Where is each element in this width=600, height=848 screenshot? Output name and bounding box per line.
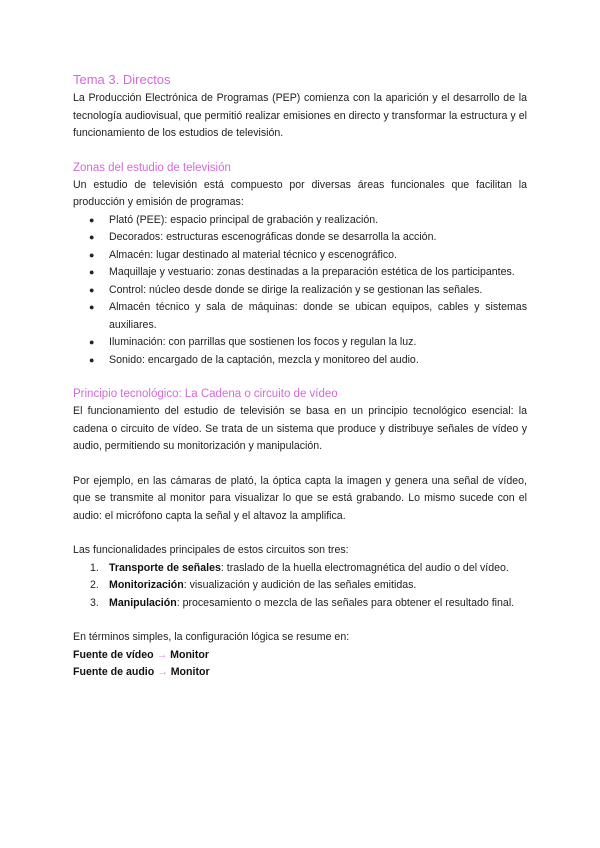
bullet-icon: ●: [89, 284, 95, 295]
list-item: ● Maquillaje y vestuario: zonas destinadas a la preparación estética de los participantes.: [73, 264, 527, 282]
bullet-icon: ●: [89, 232, 95, 242]
flow-audio: Fuente de audio → Monitor: [73, 666, 210, 678]
bullet-icon: ●: [89, 302, 95, 312]
list-item: ● Iluminación: con parrillas que sostienen los focos y regulan la luz.: [73, 334, 527, 352]
principio-paragraph-3: Las funcionalidades principales de estos circuitos son tres:: [73, 544, 349, 556]
zonas-list: [73, 212, 527, 370]
list-item: ● Decorados: estructuras escenográficas donde se desarrolla la acción.: [73, 229, 527, 247]
list-item: 1. Transporte de señales: traslado de la huella electromagnética del audio o del vídeo.: [90, 561, 509, 574]
intro-paragraph: La Producción Electrónica de Programas (PEP) comienza con la aparición y el desarrollo de la tecnología audiovisual, que permitió realizar emisiones en directo y transformar la estructura y el funcionamiento de los estudios de televisión.: [73, 92, 527, 139]
list-item: ● Control: núcleo desde donde se dirige la realización y se gestionan las señales.: [73, 282, 527, 300]
list-item: ● Plató (PEE): espacio principal de grabación y realización.: [73, 212, 527, 230]
list-item: ● Almacén técnico y sala de máquinas: donde se ubican equipos, cables y sistemas auxiliares.: [89, 301, 527, 331]
list-item: ● Almacén: lugar destinado al material técnico y escenográfico.: [73, 247, 527, 265]
principio-paragraph-1: El funcionamiento del estudio de televisión se basa en un principio tecnológico esencial: la cadena o circuito de vídeo. Se trata de un sistema que produce y distribuye señales de vídeo y audio, permitiendo su monitorización y manipulación.: [73, 405, 527, 452]
section-heading-zonas: Zonas del estudio de televisión: [73, 161, 231, 174]
list-item: 2. Monitorización: visualización y audición de las señales emitidas.: [90, 579, 417, 591]
bullet-icon: ●: [89, 214, 95, 225]
bullet-icon: ●: [89, 354, 95, 365]
zonas-paragraph: Un estudio de televisión está compuesto por diversas áreas funcionales que facilitan la producción y emisión de programas:: [73, 178, 527, 208]
bullet-icon: ●: [89, 267, 95, 277]
principio-paragraph-4: En términos simples, la configuración lógica se resume en:: [73, 631, 350, 643]
arrow-right-icon: →: [156, 648, 168, 661]
principio-paragraph-2: Por ejemplo, en las cámaras de plató, la óptica capta la imagen y genera una señal de vídeo, que se transmite al monitor para visualizar lo que se está grabando. Lo mismo sucede con el audio: el micrófono capta la señal y el altavoz la amplifica.: [73, 474, 527, 522]
page-title: Tema 3. Directos: [73, 72, 171, 87]
flow-video: Fuente de vídeo → Monitor: [73, 648, 209, 661]
arrow-right-icon: →: [157, 666, 168, 678]
functions-list: [73, 560, 527, 613]
bullet-icon: ●: [89, 249, 95, 260]
bullet-icon: ●: [89, 337, 95, 347]
document-page: [73, 70, 527, 682]
section-heading-principio: Principio tecnológico: La Cadena o circuito de vídeo: [73, 388, 338, 400]
list-item: ● Sonido: encargado de la captación, mezcla y monitoreo del audio.: [73, 352, 527, 370]
list-item: 3. Manipulación: procesamiento o mezcla de las señales para obtener el resultado final.: [90, 596, 515, 609]
